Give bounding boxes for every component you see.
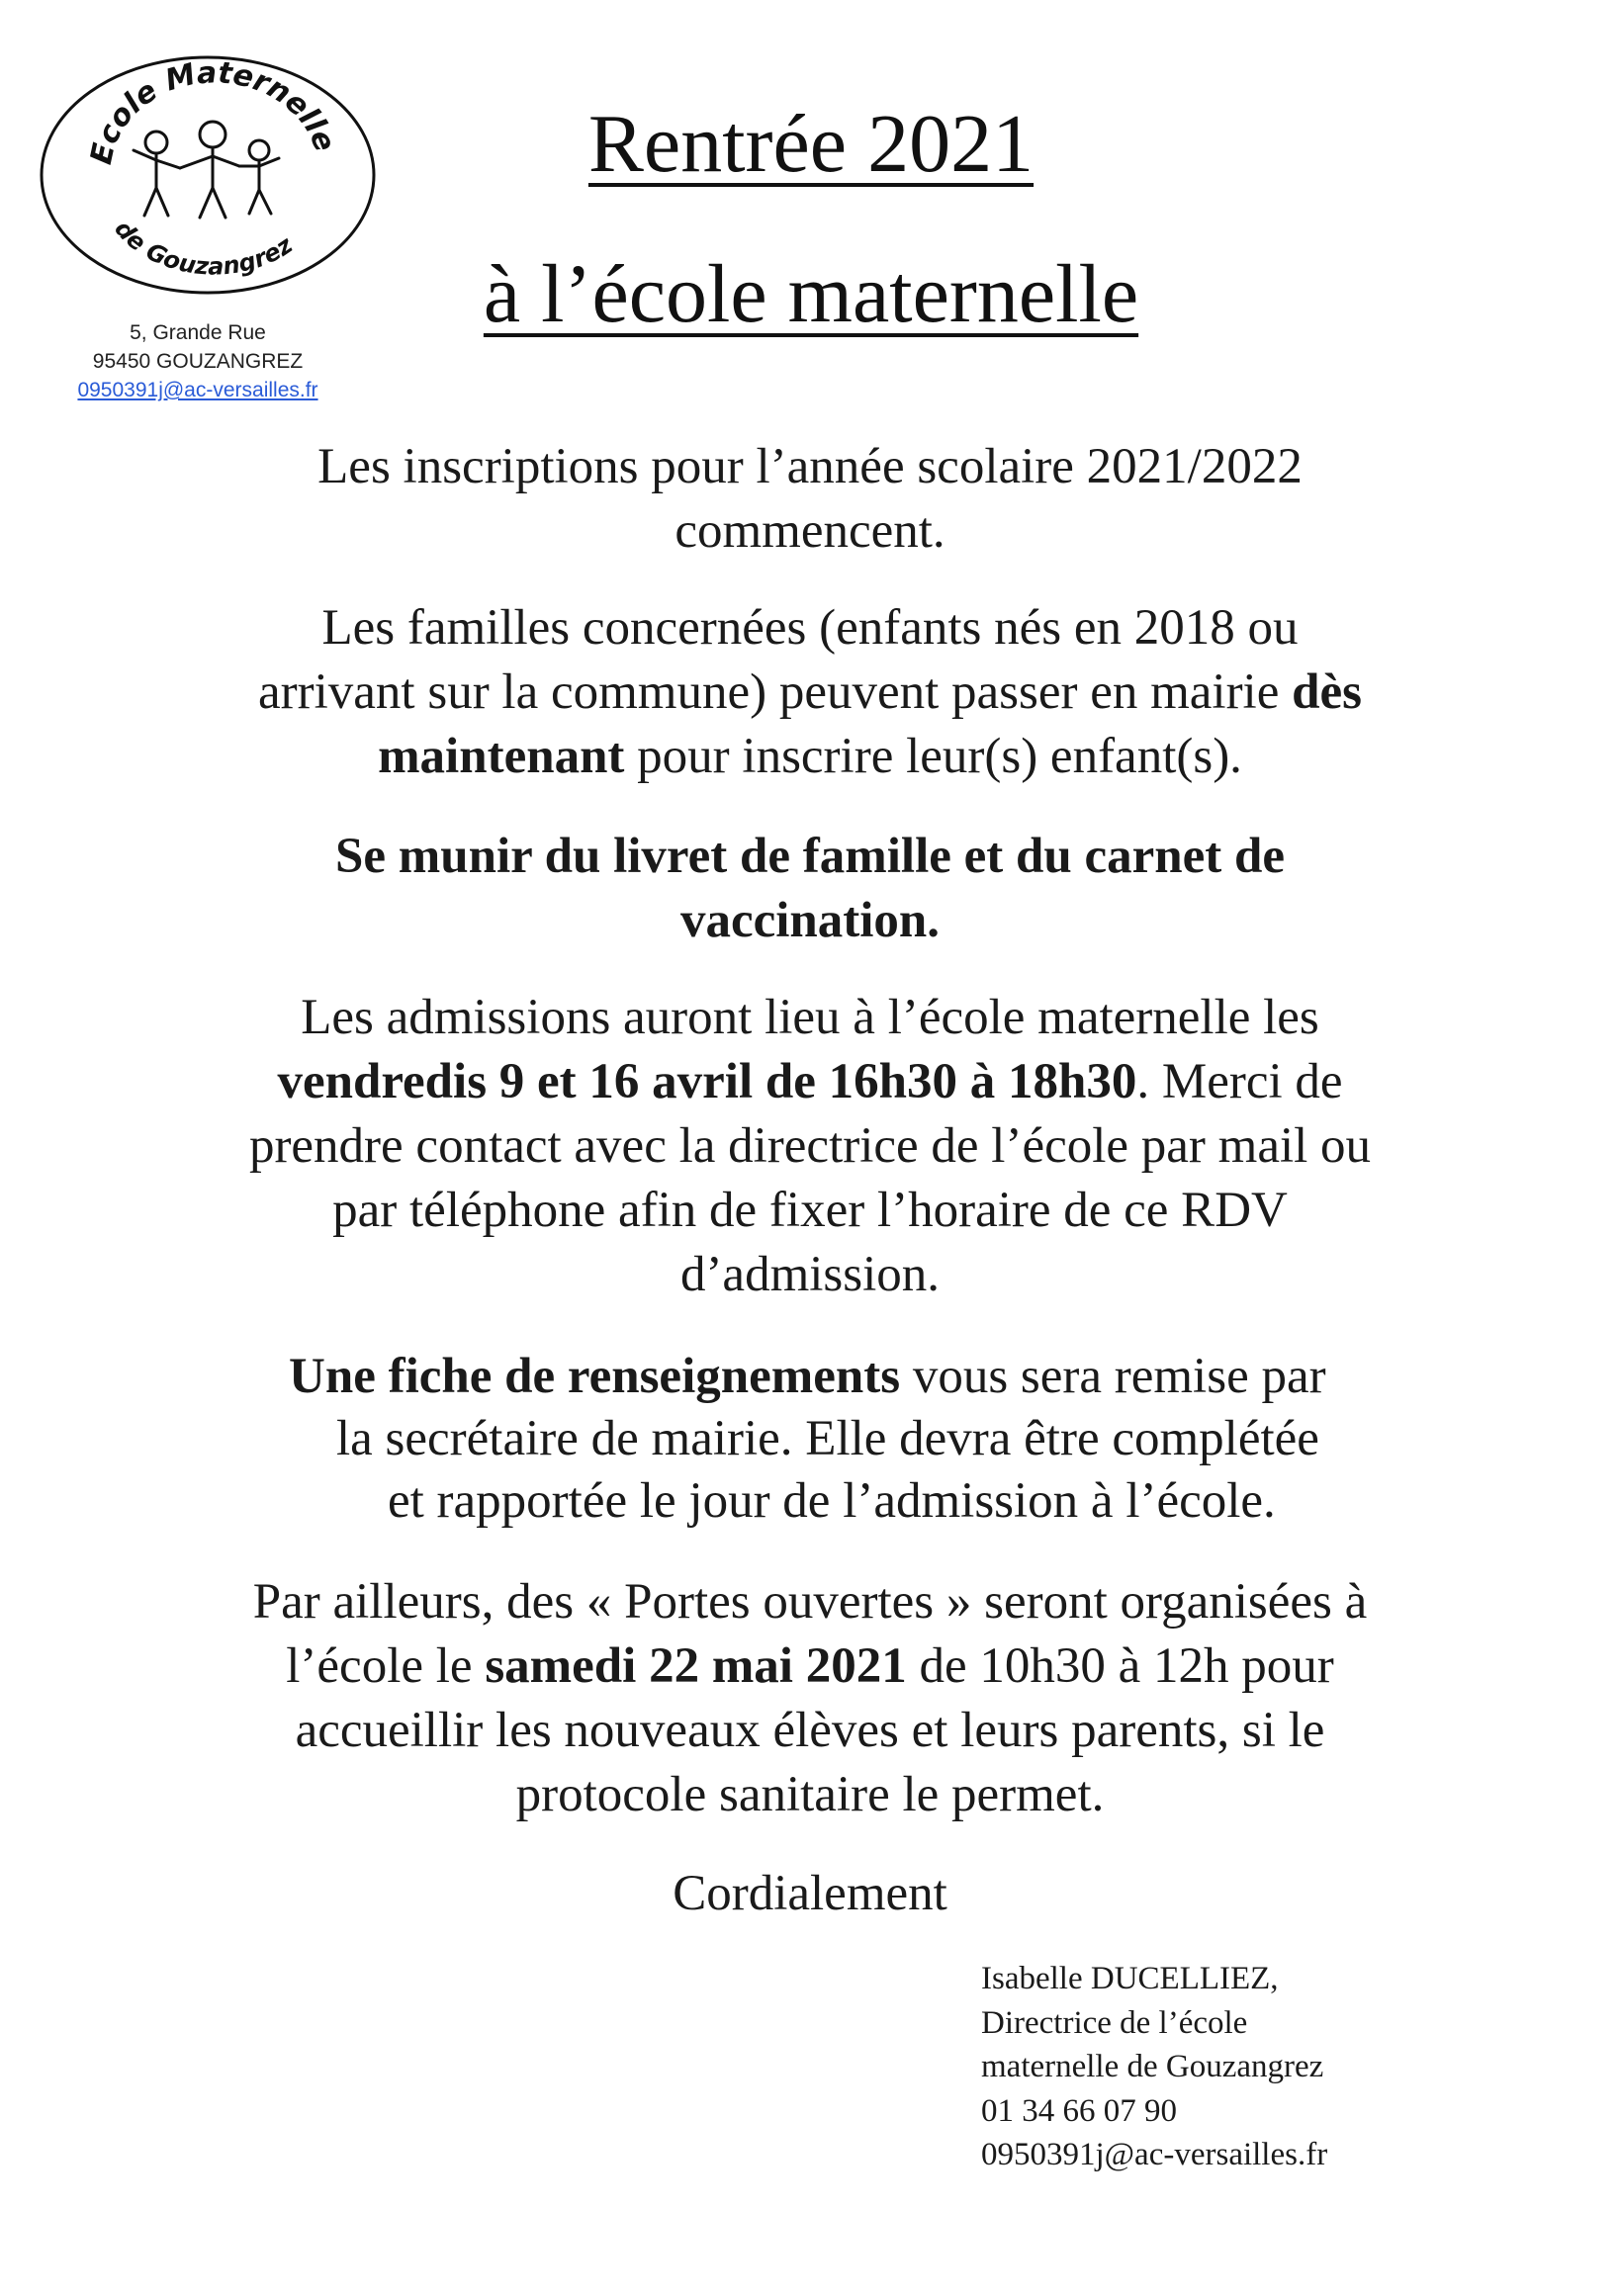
page-title-line-1: [396, 98, 1226, 190]
p2-line-3: maintenant pour inscrire leur(s) enfant(s).: [378, 729, 1242, 784]
closing-text: Cordialement: [673, 1866, 947, 1921]
p5-line-3: et rapportée le jour de l’admission à l’école.: [388, 1473, 1276, 1529]
p4-line-3: prendre contact avec la directrice de l’école par mail ou: [248, 1118, 1372, 1174]
school-logo: [30, 40, 386, 307]
signature-block: [981, 1957, 1327, 2177]
signature-email: 0950391j@ac-versailles.fr: [981, 2137, 1328, 2172]
p2-line-2: arrivant sur la commune) peuvent passer en mairie dès: [258, 664, 1362, 720]
address-city: 95450 GOUZANGREZ: [92, 350, 304, 373]
signature-role-2: maternelle de Gouzangrez: [981, 2049, 1324, 2084]
p2-line-1: Les familles concernées (enfants nés en 2018 ou: [321, 600, 1299, 656]
signature-role-1: Directrice de l’école: [981, 2004, 1248, 2041]
children-figures-icon: [134, 122, 279, 218]
p3-line-2: vaccination.: [679, 893, 941, 948]
p6-line-2: l’école le samedi 22 mai 2021 de 10h30 à 12h pour: [286, 1638, 1334, 1694]
paragraph-registrations: [0, 435, 1620, 564]
paragraph-documents: [0, 825, 1620, 953]
logo-arc-bottom: de Gouzangrez: [109, 215, 298, 281]
title-text-1: Rentrée 2021: [587, 98, 1035, 190]
paragraph-admissions: [0, 986, 1620, 1307]
p4-line-5: d’admission.: [679, 1247, 941, 1302]
paragraph-families: [0, 596, 1620, 789]
logo-arc-top: Ecole Maternelle: [83, 55, 342, 168]
signature-phone: 01 34 66 07 90: [981, 2092, 1177, 2129]
title-text-2: à l’école maternelle: [483, 248, 1139, 340]
p5-line-1: Une fiche de renseignements vous sera remise par: [289, 1349, 1326, 1404]
address-street: 5, Grande Rue: [130, 321, 266, 344]
school-address: [30, 318, 366, 404]
p4-line-4: par téléphone afin de fixer l’horaire de ce RDV: [332, 1183, 1288, 1238]
p6-line-3: accueillir les nouveaux élèves et leurs parents, si le: [295, 1703, 1325, 1758]
p4-line-1: Les admissions auront lieu à l’école maternelle les: [301, 990, 1319, 1045]
p5-line-2: la secrétaire de mairie. Elle devra être complétée: [336, 1411, 1319, 1466]
svg-text:de Gouzangrez: [109, 215, 298, 280]
school-logo-drawing: [30, 40, 386, 307]
p1-line-1: Les inscriptions pour l’année scolaire 2021/2022: [317, 439, 1303, 494]
p3-line-1: Se munir du livret de famille et du carnet de: [335, 829, 1285, 884]
page-title-line-2: [396, 248, 1226, 340]
p1-line-2: commencent.: [675, 503, 945, 559]
paragraph-open-doors: [0, 1570, 1620, 1827]
p4-line-2: vendredis 9 et 16 avril de 16h30 à 18h30. Merci de: [277, 1054, 1343, 1109]
p6-line-1: Par ailleurs, des « Portes ouvertes » seront organisées à: [252, 1574, 1368, 1630]
p6-line-4: protocole sanitaire le permet.: [515, 1767, 1105, 1822]
address-email-link[interactable]: 0950391j@ac-versailles.fr: [77, 379, 318, 401]
signature-name: Isabelle DUCELLIEZ,: [981, 1961, 1279, 1996]
